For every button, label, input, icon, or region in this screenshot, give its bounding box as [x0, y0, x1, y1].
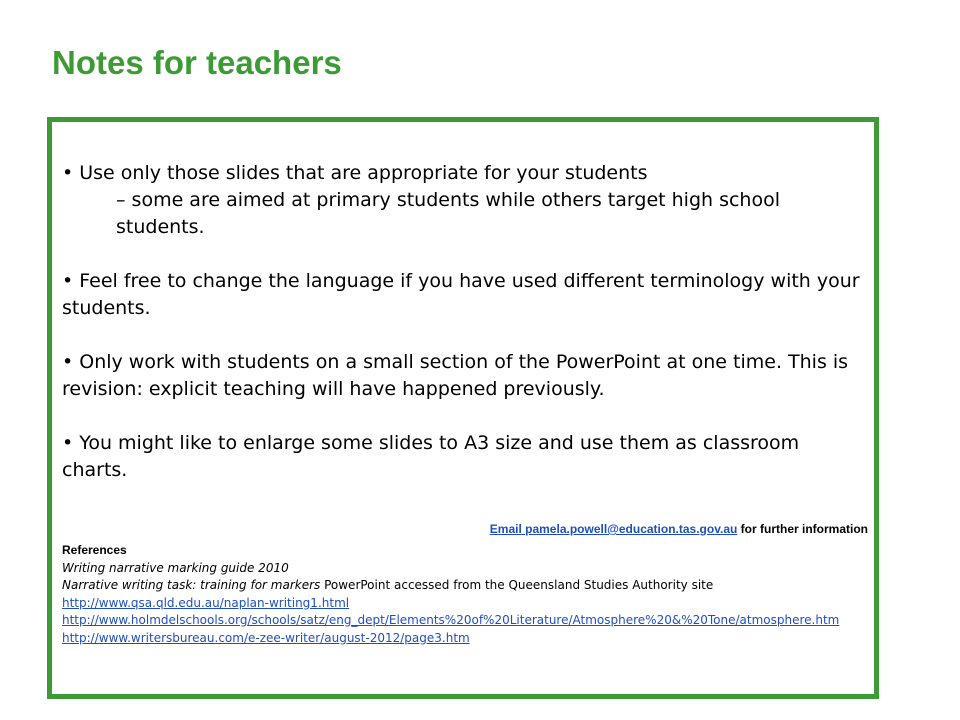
reference-narrative-task-title: Narrative writing task: training for markers [62, 578, 321, 592]
reference-link-qsa[interactable]: http://www.qsa.qld.edu.au/naplan-writing1.html [62, 595, 350, 610]
reference-link-holmdel[interactable]: http://www.holmdelschools.org/schools/satz/eng_dept/Elements%20of%20Literature/Atmosphere%20&%20Tone/atmosphere.htm [62, 613, 840, 627]
reference-link-writersbureau[interactable]: http://www.writersbureau.com/e-zee-writer/august-2012/page3.htm [62, 630, 470, 645]
reference-narrative-task-source: PowerPoint accessed from the Queensland Studies Authority site [320, 578, 714, 592]
email-link[interactable] [490, 522, 738, 536]
references-section [62, 542, 862, 647]
bullet-enlarge-slides: • You might like to enlarge some slides to A3 size and use them as classroom charts. [62, 432, 800, 481]
page-title: Notes for teachers [52, 44, 342, 81]
bullet-appropriate-slides-detail: – some are aimed at primary students while others target high school students. [116, 189, 780, 238]
email-suffix: for further information [737, 522, 868, 536]
email-prefix: Email [489, 522, 522, 536]
bullet-change-language: • Feel free to change the language if you have used different terminology with your students. [62, 270, 860, 319]
reference-marking-guide: Writing narrative marking guide 2010 [62, 560, 289, 575]
notes-box [47, 117, 879, 699]
references-heading: References [62, 543, 127, 557]
email-line [490, 522, 868, 536]
email-address: pamela.powell@education.tas.gov.au [521, 522, 738, 536]
bullet-appropriate-slides: • Use only those slides that are appropriate for your students [62, 162, 648, 184]
bullet-small-section: • Only work with students on a small section of the PowerPoint at one time. This is revision: explicit teaching will have happened previously. [62, 351, 849, 400]
reference-narrative-task [62, 577, 862, 595]
notes-list [62, 160, 862, 484]
